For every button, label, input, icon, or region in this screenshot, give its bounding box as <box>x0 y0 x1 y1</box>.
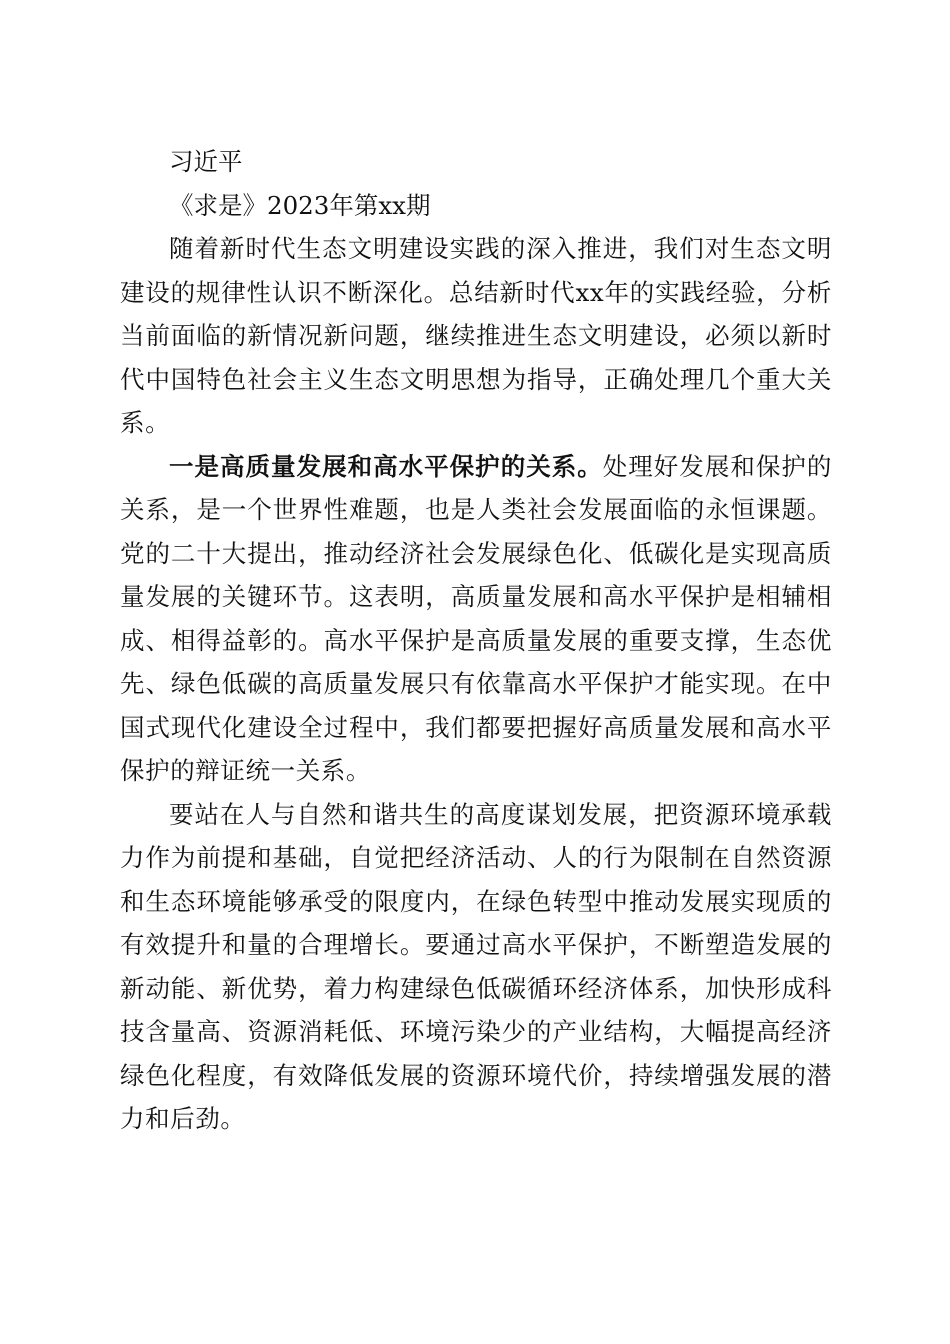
paragraph-relationship-one <box>120 445 832 793</box>
paragraph-intro <box>120 227 832 445</box>
paragraph-text: 要站在人与自然和谐共生的高度谋划发展，把资源环境承载力作为前提和基础，自觉把经济活动、人的行为限制在自然资源和生态环境能够承受的限度内，在绿色转型中推动发展实现质的有效提升和量的合理增长。要通过高水平保护，不断塑造发展的新动能、新优势，着力构建绿色低碳循环经济体系，加快形成科技含量高、资源消耗低、环境污染少的产业结构，大幅提高经济绿色化程度，有效降低发展的资源环境代价，持续增强发展的潜力和后劲。 <box>120 799 832 1133</box>
article-body <box>120 140 832 1141</box>
source-line: 《求是》2023年第xx期 <box>169 190 431 220</box>
paragraph-text: 随着新时代生态文明建设实践的深入推进，我们对生态文明建设的规律性认识不断深化。总结新时代xx年的实践经验，分析当前面临的新情况新问题，继续推进生态文明建设，必须以新时代中国特色社会主义生态文明思想为指导，正确处理几个重大关系。 <box>120 234 832 437</box>
author-line: 习近平 <box>169 147 243 176</box>
paragraph-text: 处理好发展和保护的关系，是一个世界性难题，也是人类社会发展面临的永恒课题。党的二十大提出，推动经济社会发展绿色化、低碳化是实现高质量发展的关键环节。这表明，高质量发展和高水平保护是相辅相成、相得益彰的。高水平保护是高质量发展的重要支撑，生态优先、绿色低碳的高质量发展只有依靠高水平保护才能实现。在中国式现代化建设全过程中，我们都要把握好高质量发展和高水平保护的辩证统一关系。 <box>120 451 832 785</box>
paragraph-lead-heading: 一是高质量发展和高水平保护的关系。 <box>169 451 603 481</box>
paragraph-development-planning <box>120 793 832 1141</box>
